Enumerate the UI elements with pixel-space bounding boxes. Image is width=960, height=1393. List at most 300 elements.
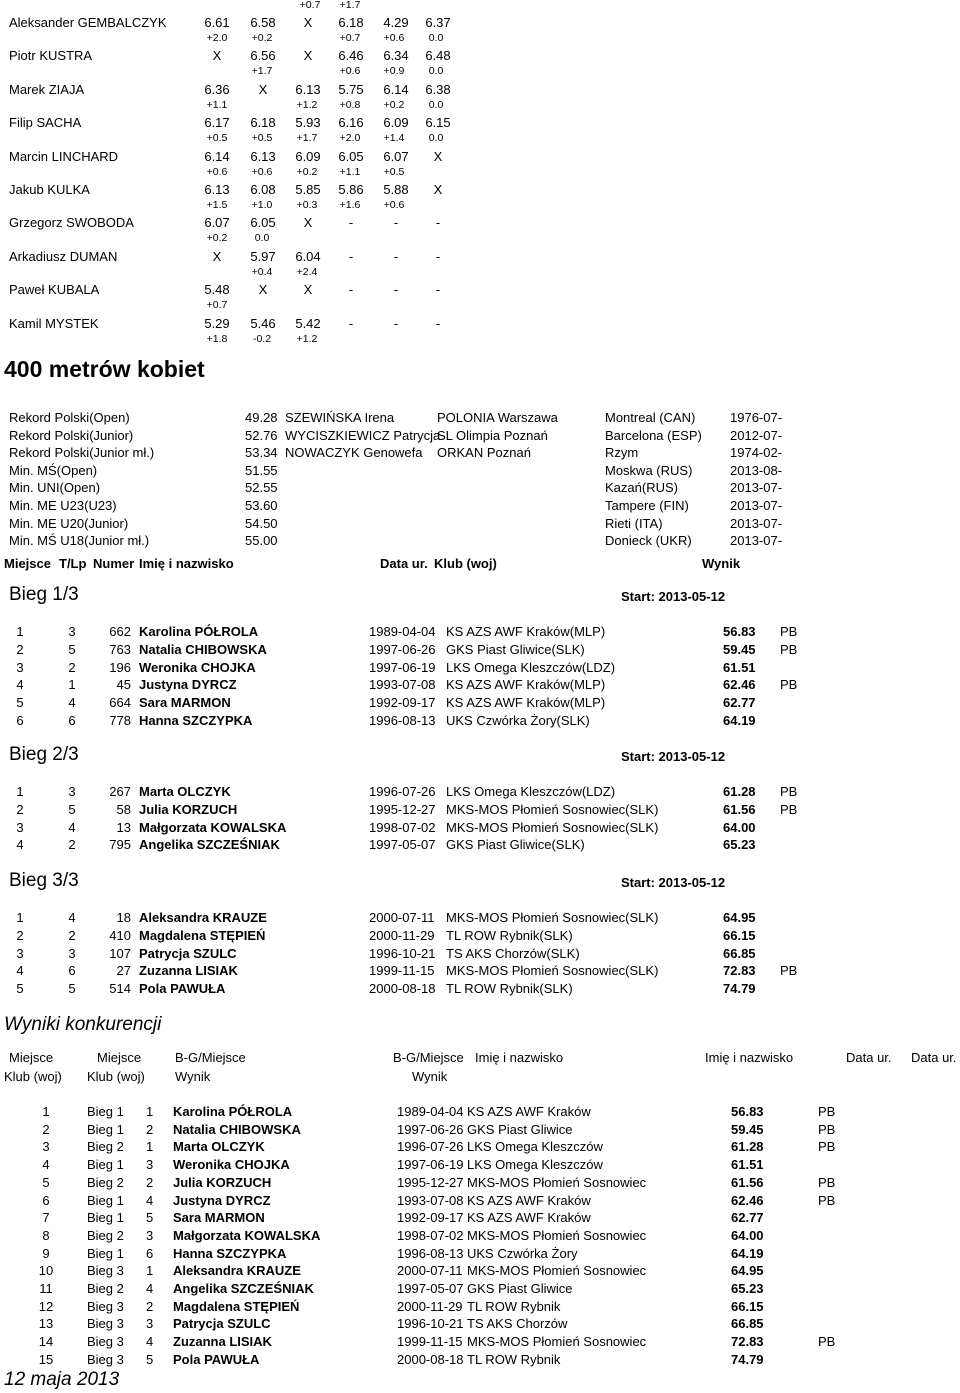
jump-mark: 5.29 [204,315,230,331]
jump-wind: +0.2 [251,32,273,44]
jump-mark: 6.17 [204,115,230,131]
heat-athlete: Aleksandra KRAUZE [139,910,267,925]
jump-wind: +2.0 [339,132,361,145]
heat-title: Bieg 1/3 [9,584,79,605]
heat-athlete: Patrycja SZULC [139,945,237,961]
record-club: SL Olimpia Poznań [437,427,548,443]
heat-title: Bieg 3/3 [9,870,79,891]
jump-mark: X [303,282,313,298]
jump-mark: 6.37 [425,15,451,30]
heat-club: KS AZS AWF Kraków(MLP) [446,677,606,693]
heat-place: 1 [16,910,24,925]
summary-heat: Bieg 3 [87,1351,124,1367]
summary-result: 64.00 [731,1227,764,1243]
heat-result: 64.95 [723,910,756,925]
summary-club: MKS-MOS Płomień Sosnowiec [467,1174,647,1190]
jump-wind: +1.4 [383,132,405,145]
summary-result: 64.95 [731,1263,764,1279]
summary-heat-place: 5 [146,1210,154,1226]
heat-lane: 5 [68,801,76,817]
jump-mark: 6.56 [250,48,276,64]
summary-place: 12 [38,1298,54,1314]
summary-athlete: Zuzanna LISIAK [173,1334,272,1350]
jump-mark: - [435,315,441,331]
summary-heat: Bieg 1 [87,1121,124,1137]
heat-dob: 1996-07-26 [369,784,436,799]
jump-mark: 6.61 [204,15,230,30]
summary-club: MKS-MOS Płomień Sosnowiec [467,1263,647,1279]
jump-mark: X [212,248,222,264]
heat-place: 3 [16,819,24,835]
summary-title: Wyniki konkurencji [4,1014,162,1035]
jump-mark: - [393,282,399,298]
jump-wind: +1.2 [296,98,318,111]
header-numer: Numer [93,556,135,571]
summary-place: 15 [38,1351,54,1367]
summary-note: PB [818,1121,836,1137]
jump-wind: +0.2 [383,98,405,111]
summary-result: 64.19 [731,1245,764,1261]
summary-heat-place: 4 [146,1334,154,1350]
summary-athlete: Hanna SZCZYPKA [173,1245,287,1261]
jump-mark: 6.34 [383,48,409,64]
summary-heat: Bieg 1 [87,1210,124,1226]
jump-wind: +2.4 [296,265,318,278]
jump-wind: +0.6 [383,32,405,44]
summary-dob: 1995-12-27 [397,1174,464,1190]
jump-athlete-name: Paweł KUBALA [9,282,100,298]
jump-mark: 5.46 [250,315,276,331]
record-holder: NOWACZYK Genowefa [285,445,423,461]
heat-lane: 4 [68,819,76,835]
heat-result: 62.46 [723,677,756,693]
summary-note: PB [818,1192,836,1208]
heat-place: 3 [16,945,24,961]
record-date: 1976-07- [730,410,783,425]
heat-club: MKS-MOS Płomień Sosnowiec(SLK) [446,910,659,925]
jump-mark: 6.04 [295,248,321,264]
jump-mark: 6.46 [338,48,364,64]
heat-lane: 5 [68,981,76,997]
heat-place: 2 [16,641,24,657]
summary-dob: 1992-09-17 [397,1210,464,1226]
jump-wind: 0.0 [254,232,270,245]
heat-place: 4 [16,963,24,979]
jump-mark: 6.08 [250,182,276,197]
heat-bib: 58 [116,801,131,817]
heat-bib: 18 [116,910,131,925]
heat-place: 4 [16,677,24,693]
heat-lane: 2 [68,927,76,943]
record-mark: 52.55 [245,480,278,496]
record-label: Min. ME U23(U23) [9,498,117,513]
jump-mark: X [303,48,313,64]
record-place: Moskwa (RUS) [605,462,693,478]
summary-heat: Bieg 3 [87,1316,124,1332]
heat-athlete: Magdalena STĘPIEŃ [139,927,266,943]
jump-wind: +1.7 [251,65,273,78]
jump-mark: - [435,215,441,231]
summary-heat-place: 3 [146,1227,154,1243]
jump-mark: 5.85 [295,182,321,197]
heat-lane: 1 [68,677,76,693]
record-mark: 49.28 [245,410,278,425]
heat-dob: 1996-10-21 [369,945,436,961]
footer-date: 12 maja 2013 [4,1369,120,1390]
summary-athlete: Patrycja SZULC [173,1316,271,1332]
jump-wind: +1.6 [339,199,361,211]
record-club: ORKAN Poznań [437,445,531,461]
summary-result: 61.28 [731,1139,764,1155]
summary-place: 1 [42,1104,50,1119]
heat-dob: 1997-06-26 [369,641,436,657]
jump-wind: +0.7 [206,299,228,312]
jump-mark: 6.13 [250,148,276,164]
jump-wind: +1.7 [296,132,318,145]
heat-athlete: Sara MARMON [139,695,231,711]
heat-athlete: Weronika CHOJKA [139,659,256,675]
heat-bib: 664 [109,695,131,711]
summary-place: 2 [42,1121,50,1137]
heat-lane: 3 [68,945,76,961]
summary-athlete: Weronika CHOJKA [173,1157,290,1173]
summary-athlete: Karolina PÓŁROLA [173,1104,293,1119]
summary-club: TL ROW Rybnik [467,1298,561,1314]
jump-wind: +0.6 [383,199,405,211]
header-imie: Imię i nazwisko [139,556,234,571]
summary-club: KS AZS AWF Kraków [467,1192,591,1208]
jump-mark: 6.14 [204,148,230,164]
summary-dob: 1993-07-08 [397,1192,464,1208]
record-date: 2012-07- [730,427,783,443]
jump-wind: +0.6 [339,65,361,78]
summary-place: 13 [38,1316,54,1332]
jump-mark: X [433,182,443,197]
summary-header-top: Data ur. [911,1050,957,1065]
jump-wind: +1.8 [206,332,228,345]
record-date: 2013-07- [730,533,783,549]
summary-place: 4 [42,1157,50,1173]
jump-mark: 6.16 [338,115,364,131]
heat-lane: 4 [68,695,76,711]
heat-start: Start: 2013-05-12 [621,875,726,890]
heat-lane: 4 [68,910,76,925]
summary-note: PB [818,1334,836,1350]
summary-heat-place: 3 [146,1316,154,1332]
heat-club: MKS-MOS Płomień Sosnowiec(SLK) [446,819,659,835]
heat-lane: 6 [68,713,76,728]
heat-dob: 1993-07-08 [369,677,436,693]
summary-heat: Bieg 2 [87,1227,124,1243]
summary-club: LKS Omega Kleszczów [467,1157,603,1173]
heat-place: 2 [16,927,24,943]
heat-club: MKS-MOS Płomień Sosnowiec(SLK) [446,963,659,979]
heat-result: 64.00 [723,819,756,835]
top-wind-2: +1.7 [339,0,361,11]
heat-dob: 1997-06-19 [369,659,436,675]
jump-mark: 6.36 [204,81,230,97]
heat-note: PB [780,784,798,799]
record-date: 2013-07- [730,480,783,496]
jump-wind: +0.3 [296,199,318,211]
summary-place: 3 [42,1139,50,1155]
jump-wind: +0.8 [339,98,361,111]
heat-athlete: Hanna SZCZYPKA [139,713,253,728]
jump-athlete-name: Jakub KULKA [9,182,90,197]
heat-athlete: Karolina PÓŁROLA [139,624,259,639]
summary-heat: Bieg 3 [87,1263,124,1279]
heat-title: Bieg 2/3 [9,744,79,765]
heat-athlete: Pola PAWUŁA [139,981,226,997]
jump-mark: 5.48 [204,282,230,298]
summary-heat: Bieg 1 [87,1157,124,1173]
heat-athlete: Angelika SZCZEŚNIAK [139,837,280,853]
jump-mark: 6.13 [295,81,321,97]
heat-result: 74.79 [723,981,756,997]
record-label: Min. UNI(Open) [9,480,101,496]
jump-wind: +0.5 [251,132,273,145]
summary-note: PB [818,1139,836,1155]
record-date: 2013-07- [730,498,783,513]
summary-athlete: Aleksandra KRAUZE [173,1263,301,1279]
jump-wind: +0.9 [383,65,405,78]
summary-heat: Bieg 1 [87,1192,124,1208]
record-mark: 53.34 [245,445,278,461]
record-place: Rieti (ITA) [605,515,663,531]
heat-start: Start: 2013-05-12 [621,749,726,764]
jump-mark: X [258,282,268,298]
heat-place: 5 [16,695,24,711]
heat-dob: 2000-11-29 [369,927,435,943]
heat-dob: 2000-07-11 [369,910,435,925]
summary-athlete: Julia KORZUCH [173,1174,272,1190]
jump-mark: 5.75 [338,81,364,97]
summary-result: 74.79 [731,1351,764,1367]
summary-dob: 1996-10-21 [397,1316,464,1332]
heat-result: 66.85 [723,945,756,961]
heat-bib: 196 [109,659,131,675]
heat-club: LKS Omega Kleszczów(LDZ) [446,659,616,675]
heat-dob: 1997-05-07 [369,837,436,853]
jump-mark: 5.93 [295,115,321,131]
summary-dob: 2000-08-18 [397,1351,464,1367]
heat-dob: 1998-07-02 [369,819,436,835]
header-klub: Klub (woj) [434,556,497,571]
header-data: Data ur. [380,556,428,571]
record-place: Rzym [605,445,639,461]
jump-mark: - [435,248,441,264]
summary-club: GKS Piast Gliwice [467,1281,573,1296]
summary-heat-place: 1 [146,1263,154,1279]
heat-result: 62.77 [723,695,756,711]
summary-heat-place: 4 [146,1281,154,1296]
heat-club: KS AZS AWF Kraków(MLP) [446,624,606,639]
summary-header-top: Data ur. [846,1050,892,1065]
heat-result: 65.23 [723,837,756,853]
summary-heat-place: 6 [146,1245,154,1261]
jump-mark: - [393,248,399,264]
jump-wind: +0.2 [206,232,228,245]
summary-heat-place: 1 [146,1139,154,1155]
record-place: Kazań(RUS) [605,480,678,496]
record-date: 2013-08- [730,462,783,478]
jump-mark: 5.88 [383,182,409,197]
heat-athlete: Małgorzata KOWALSKA [139,819,287,835]
heat-club: KS AZS AWF Kraków(MLP) [446,695,606,711]
record-holder: SZEWIŃSKA Irena [285,410,395,425]
heat-lane: 2 [68,837,76,853]
summary-heat-place: 1 [146,1104,154,1119]
summary-heat: Bieg 2 [87,1174,124,1190]
record-label: Rekord Polski(Junior mł.) [9,445,155,461]
summary-heat: Bieg 1 [87,1245,124,1261]
summary-athlete: Justyna DYRCZ [173,1192,271,1208]
summary-athlete: Małgorzata KOWALSKA [173,1227,321,1243]
summary-place: 9 [42,1245,50,1261]
jump-mark: X [212,48,222,64]
jump-mark: 6.18 [338,15,364,30]
heat-note: PB [780,963,798,979]
header-wynik: Wynik [702,556,741,571]
summary-place: 14 [38,1334,54,1350]
record-mark: 55.00 [245,533,278,549]
record-place: Montreal (CAN) [605,410,696,425]
heat-result: 59.45 [723,641,756,657]
summary-note: PB [818,1104,836,1119]
jump-mark: - [348,282,354,298]
jump-wind: +0.2 [296,165,318,178]
heat-start: Start: 2013-05-12 [621,589,726,604]
jump-wind: +0.6 [251,165,273,178]
jump-athlete-name: Arkadiusz DUMAN [9,248,118,264]
jump-mark: X [303,215,313,231]
header-miejsce: Miejsce [4,556,51,571]
heat-club: TS AKS Chorzów(SLK) [446,945,580,961]
heat-note: PB [780,624,798,639]
heat-athlete: Marta OLCZYK [139,784,231,799]
summary-place: 11 [39,1281,53,1296]
summary-club: TL ROW Rybnik [467,1351,561,1367]
record-holder: WYCISZKIEWICZ Patrycja [285,427,441,443]
jump-mark: 6.18 [250,115,276,131]
summary-dob: 2000-11-29 [397,1298,463,1314]
record-place: Tampere (FIN) [605,498,689,513]
heat-dob: 1992-09-17 [369,695,436,711]
summary-dob: 1996-07-26 [397,1139,464,1155]
heat-bib: 267 [109,784,131,799]
heat-athlete: Zuzanna LISIAK [139,963,238,979]
summary-result: 66.85 [731,1316,764,1332]
jump-wind: +0.7 [339,32,361,44]
heat-result: 64.19 [723,713,756,728]
heat-club: TL ROW Rybnik(SLK) [446,981,573,997]
summary-club: TS AKS Chorzów [467,1316,568,1332]
summary-place: 10 [38,1263,54,1279]
jump-wind: +1.2 [296,332,318,345]
heat-club: UKS Czwórka Żory(SLK) [446,713,590,728]
summary-heat-place: 2 [146,1121,154,1137]
jump-mark: 6.05 [250,215,276,231]
jump-mark: X [433,148,443,164]
jump-mark: 6.38 [425,81,451,97]
jump-athlete-name: Piotr KUSTRA [9,48,93,64]
summary-club: KS AZS AWF Kraków [467,1104,591,1119]
jump-mark: 6.09 [383,115,409,131]
summary-heat: Bieg 2 [87,1139,124,1155]
heat-lane: 6 [68,963,76,979]
summary-header-top: Miejsce [9,1050,54,1065]
heat-bib: 514 [109,981,131,997]
summary-club: MKS-MOS Płomień Sosnowiec [467,1227,647,1243]
summary-header-bottom: Klub (woj) [87,1069,145,1084]
jump-mark: 6.07 [204,215,230,231]
jump-athlete-name: Aleksander GEMBALCZYK [9,15,167,30]
jump-mark: 6.09 [295,148,321,164]
heat-note: PB [780,641,798,657]
summary-dob: 1997-05-07 [397,1281,464,1296]
jump-mark: 6.58 [250,15,276,30]
top-wind-1: +0.7 [299,0,321,11]
jump-mark: - [393,315,399,331]
summary-header-bottom: Klub (woj) [4,1069,62,1084]
summary-heat: Bieg 1 [87,1104,124,1119]
summary-heat-place: 2 [146,1298,154,1314]
jump-athlete-name: Marek ZIAJA [9,81,85,97]
heat-place: 2 [16,801,24,817]
jump-athlete-name: Filip SACHA [9,115,82,131]
record-label: Min. ME U20(Junior) [9,515,129,531]
summary-club: KS AZS AWF Kraków [467,1210,591,1226]
summary-athlete: Magdalena STĘPIEŃ [173,1298,300,1314]
heat-result: 61.56 [723,801,756,817]
heat-bib: 27 [116,963,131,979]
jump-mark: 6.14 [383,81,409,97]
heat-club: GKS Piast Gliwice(SLK) [446,837,585,853]
record-label: Rekord Polski(Open) [9,410,130,425]
summary-result: 66.15 [731,1298,764,1314]
summary-athlete: Sara MARMON [173,1210,265,1226]
jump-wind: +2.0 [206,32,228,44]
summary-dob: 1998-07-02 [397,1227,464,1243]
jump-mark: 4.29 [383,15,409,30]
heat-result: 56.83 [723,624,756,639]
jump-mark: 6.48 [425,48,451,64]
record-date: 1974-02- [730,445,783,461]
summary-club: MKS-MOS Płomień Sosnowiec [467,1334,647,1350]
summary-heat: Bieg 3 [87,1334,124,1350]
heat-result: 61.28 [723,784,756,799]
jump-wind: +1.1 [206,98,228,111]
summary-header-top: Imię i nazwisko [475,1050,564,1065]
heat-place: 4 [16,837,24,853]
record-mark: 51.55 [245,462,278,478]
summary-athlete: Natalia CHIBOWSKA [173,1121,301,1137]
summary-club: GKS Piast Gliwice [467,1121,573,1137]
summary-heat-place: 2 [146,1174,154,1190]
summary-result: 61.51 [731,1157,764,1173]
event-title: 400 metrów kobiet [4,356,205,382]
record-club: POLONIA Warszawa [437,410,558,425]
summary-athlete: Marta OLCZYK [173,1139,265,1155]
jump-wind: 0.0 [428,132,444,145]
summary-place: 5 [42,1174,50,1190]
summary-note: PB [818,1174,836,1190]
heat-lane: 3 [68,784,76,799]
summary-dob: 1996-08-13 [397,1245,464,1261]
heat-bib: 410 [109,927,131,943]
summary-heat: Bieg 3 [87,1298,124,1314]
record-label: Min. MŚ U18(Junior mł.) [9,533,150,549]
